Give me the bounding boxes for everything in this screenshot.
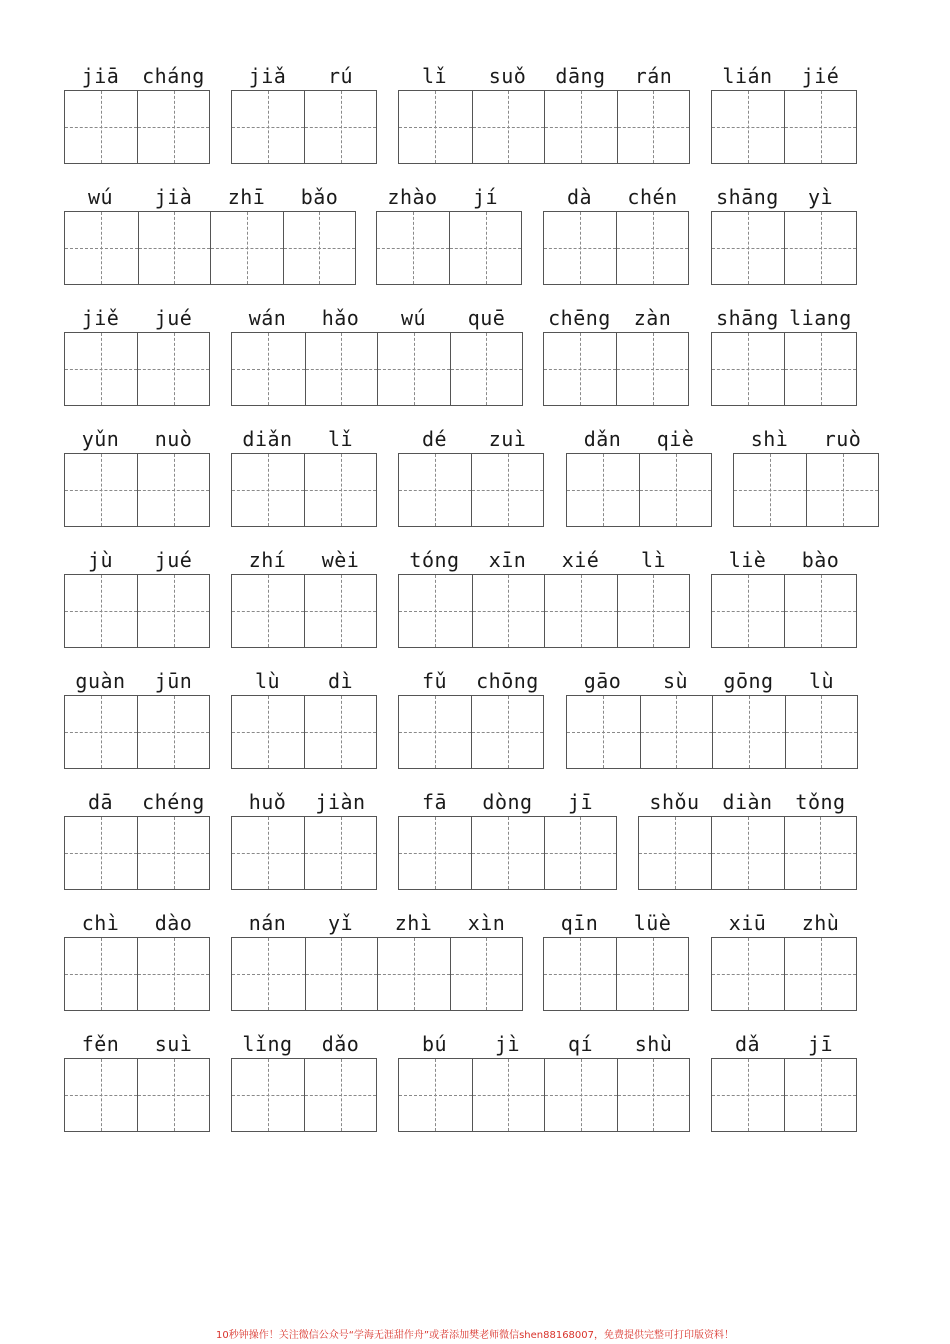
tianzige-cell[interactable] xyxy=(232,333,305,405)
pinyin-row xyxy=(398,62,690,90)
writing-grid xyxy=(231,574,377,648)
writing-grid xyxy=(64,211,356,285)
pinyin-row xyxy=(638,788,857,816)
tianzige-cell[interactable] xyxy=(304,91,376,163)
pinyin-syllable: jiě xyxy=(81,306,120,330)
tianzige-cell[interactable] xyxy=(567,696,640,768)
writing-grid xyxy=(64,453,210,527)
tianzige-cell[interactable] xyxy=(640,696,713,768)
tianzige-cell[interactable] xyxy=(806,454,878,526)
pinyin-syllable: jié xyxy=(801,64,840,88)
writing-grid xyxy=(543,211,689,285)
word-group xyxy=(398,62,690,164)
tianzige-cell[interactable] xyxy=(137,938,209,1010)
writing-grid xyxy=(711,211,857,285)
word-group xyxy=(398,546,690,648)
pinyin-syllable: lián xyxy=(722,64,773,88)
tianzige-cell[interactable] xyxy=(712,575,784,647)
tianzige-cell[interactable] xyxy=(304,1059,376,1131)
word-group xyxy=(398,788,617,890)
tianzige-cell[interactable] xyxy=(65,454,137,526)
tianzige-cell[interactable] xyxy=(712,696,785,768)
tianzige-cell[interactable] xyxy=(137,817,209,889)
pinyin-syllable: gōng xyxy=(723,669,774,693)
writing-grid xyxy=(398,695,544,769)
writing-grid xyxy=(543,937,689,1011)
tianzige-cell[interactable] xyxy=(65,938,137,1010)
tianzige-cell[interactable] xyxy=(472,91,545,163)
tianzige-cell[interactable] xyxy=(377,212,449,284)
pinyin-syllable: fěn xyxy=(81,1032,120,1056)
writing-grid xyxy=(398,574,690,648)
pinyin-row xyxy=(711,62,857,90)
writing-grid xyxy=(64,816,210,890)
pinyin-syllable: yǔn xyxy=(81,427,120,451)
writing-grid xyxy=(231,453,377,527)
word-group xyxy=(64,667,210,769)
tianzige-cell[interactable] xyxy=(137,454,209,526)
pinyin-row xyxy=(398,788,617,816)
tianzige-cell[interactable] xyxy=(471,696,543,768)
writing-grid xyxy=(64,332,210,406)
pinyin-syllable: quē xyxy=(467,306,506,330)
tianzige-cell[interactable] xyxy=(639,817,711,889)
tianzige-cell[interactable] xyxy=(712,212,784,284)
word-group xyxy=(711,546,857,648)
tianzige-cell[interactable] xyxy=(138,212,211,284)
tianzige-cell[interactable] xyxy=(65,91,137,163)
pinyin-syllable: jià xyxy=(154,185,193,209)
tianzige-cell[interactable] xyxy=(544,1059,617,1131)
word-group xyxy=(398,1030,690,1132)
pinyin-syllable: zhí xyxy=(248,548,287,572)
pinyin-syllable: dǎn xyxy=(583,427,622,451)
pinyin-syllable: suì xyxy=(154,1032,193,1056)
pinyin-syllable: dòng xyxy=(482,790,533,814)
pinyin-syllable: xīn xyxy=(488,548,527,572)
tianzige-cell[interactable] xyxy=(232,1059,304,1131)
word-group xyxy=(566,667,858,769)
tianzige-cell[interactable] xyxy=(544,575,617,647)
tianzige-cell[interactable] xyxy=(784,212,856,284)
tianzige-cell[interactable] xyxy=(712,938,784,1010)
tianzige-cell[interactable] xyxy=(784,575,856,647)
word-group xyxy=(543,304,689,406)
writing-grid xyxy=(711,332,857,406)
writing-grid xyxy=(64,574,210,648)
pinyin-syllable: dǎo xyxy=(321,1032,360,1056)
word-group xyxy=(64,788,210,890)
tianzige-cell[interactable] xyxy=(283,212,356,284)
pinyin-row xyxy=(566,667,858,695)
pinyin-row xyxy=(64,425,210,453)
pinyin-row xyxy=(64,546,210,574)
pinyin-syllable: dà xyxy=(566,185,593,209)
writing-grid xyxy=(64,937,210,1011)
pinyin-syllable: jiǎ xyxy=(248,64,287,88)
pinyin-syllable: jué xyxy=(154,306,193,330)
writing-grid xyxy=(711,937,857,1011)
pinyin-row xyxy=(733,425,879,453)
pinyin-syllable: lù xyxy=(808,669,835,693)
pinyin-row xyxy=(398,667,544,695)
pinyin-row xyxy=(543,183,689,211)
pinyin-row xyxy=(64,183,356,211)
pinyin-syllable: shāng xyxy=(716,185,779,209)
tianzige-cell[interactable] xyxy=(399,1059,472,1131)
pinyin-row xyxy=(64,788,210,816)
tianzige-cell[interactable] xyxy=(304,575,376,647)
word-group xyxy=(543,183,689,285)
pinyin-syllable: jué xyxy=(154,548,193,572)
pinyin-syllable: jī xyxy=(567,790,594,814)
pinyin-row xyxy=(64,304,210,332)
pinyin-row xyxy=(543,909,689,937)
pinyin-syllable: yì xyxy=(807,185,834,209)
word-group xyxy=(638,788,857,890)
pinyin-syllable: diǎn xyxy=(242,427,293,451)
writing-grid xyxy=(231,695,377,769)
tianzige-cell[interactable] xyxy=(232,575,304,647)
tianzige-cell[interactable] xyxy=(616,212,688,284)
pinyin-syllable: shù xyxy=(634,1032,673,1056)
tianzige-cell[interactable] xyxy=(450,333,523,405)
pinyin-row xyxy=(711,183,857,211)
pinyin-row xyxy=(566,425,712,453)
pinyin-row xyxy=(64,909,210,937)
pinyin-syllable: wán xyxy=(248,306,287,330)
tianzige-cell[interactable] xyxy=(65,575,137,647)
tianzige-cell[interactable] xyxy=(65,1059,137,1131)
word-group xyxy=(398,425,544,527)
pinyin-syllable: zhī xyxy=(227,185,266,209)
writing-grid xyxy=(398,1058,690,1132)
tianzige-cell[interactable] xyxy=(471,454,543,526)
tianzige-cell[interactable] xyxy=(449,212,521,284)
pinyin-syllable: wú xyxy=(87,185,114,209)
tianzige-cell[interactable] xyxy=(399,91,472,163)
writing-grid xyxy=(64,695,210,769)
tianzige-cell[interactable] xyxy=(137,696,209,768)
writing-grid xyxy=(231,1058,377,1132)
tianzige-cell[interactable] xyxy=(785,696,858,768)
tianzige-cell[interactable] xyxy=(472,1059,545,1131)
pinyin-syllable: lǐ xyxy=(421,64,448,88)
tianzige-cell[interactable] xyxy=(137,575,209,647)
pinyin-syllable: lǐng xyxy=(242,1032,293,1056)
tianzige-cell[interactable] xyxy=(65,333,137,405)
pinyin-syllable: zuì xyxy=(488,427,527,451)
word-group xyxy=(711,909,857,1011)
tianzige-cell[interactable] xyxy=(232,696,304,768)
tianzige-cell[interactable] xyxy=(65,696,137,768)
pinyin-syllable: dì xyxy=(327,669,354,693)
writing-grid xyxy=(638,816,857,890)
pinyin-syllable: jù xyxy=(87,548,114,572)
pinyin-syllable: shāng xyxy=(716,306,779,330)
tianzige-cell[interactable] xyxy=(712,91,784,163)
word-group xyxy=(231,62,377,164)
tianzige-cell[interactable] xyxy=(712,1059,784,1131)
pinyin-row xyxy=(231,667,377,695)
writing-grid xyxy=(566,453,712,527)
pinyin-row xyxy=(543,304,689,332)
tianzige-cell[interactable] xyxy=(712,333,784,405)
word-group xyxy=(231,788,377,890)
pinyin-row xyxy=(398,425,544,453)
pinyin-syllable: yǐ xyxy=(327,911,354,935)
pinyin-syllable: shì xyxy=(750,427,789,451)
tianzige-cell[interactable] xyxy=(567,454,639,526)
pinyin-syllable: jì xyxy=(494,1032,521,1056)
pinyin-syllable: chéng xyxy=(142,790,205,814)
pinyin-syllable: xié xyxy=(561,548,600,572)
pinyin-row xyxy=(711,909,857,937)
pinyin-syllable: tóng xyxy=(409,548,460,572)
word-group xyxy=(64,546,210,648)
writing-grid xyxy=(64,90,210,164)
tianzige-cell[interactable] xyxy=(784,817,856,889)
tianzige-cell[interactable] xyxy=(65,817,137,889)
writing-grid xyxy=(64,1058,210,1132)
pinyin-syllable: dā xyxy=(87,790,114,814)
pinyin-syllable: zhì xyxy=(394,911,433,935)
pinyin-syllable: tǒng xyxy=(795,790,846,814)
writing-grid xyxy=(711,90,857,164)
pinyin-syllable: dǎ xyxy=(734,1032,761,1056)
tianzige-cell[interactable] xyxy=(137,1059,209,1131)
pinyin-row xyxy=(231,909,523,937)
pinyin-syllable: jī xyxy=(807,1032,834,1056)
word-group xyxy=(231,667,377,769)
word-group xyxy=(231,909,523,1011)
pinyin-syllable: jiàn xyxy=(315,790,366,814)
pinyin-row xyxy=(376,183,522,211)
tianzige-cell[interactable] xyxy=(304,817,376,889)
pinyin-syllable: jiā xyxy=(81,64,120,88)
pinyin-syllable: fā xyxy=(421,790,448,814)
pinyin-syllable: qīn xyxy=(560,911,599,935)
tianzige-cell[interactable] xyxy=(711,817,783,889)
footer-notice: 10秒钟操作！关注微信公众号“学海无涯甜作舟”或者添加樊老师微信shen88168007，免费提供完整可打印版资料！ xyxy=(215,1330,735,1341)
pinyin-row xyxy=(231,546,377,574)
pinyin-row xyxy=(231,1030,377,1058)
pinyin-syllable: jūn xyxy=(154,669,193,693)
word-group xyxy=(64,1030,210,1132)
tianzige-cell[interactable] xyxy=(544,91,617,163)
tianzige-cell[interactable] xyxy=(210,212,283,284)
pinyin-syllable: lì xyxy=(640,548,667,572)
pinyin-syllable: lù xyxy=(254,669,281,693)
tianzige-cell[interactable] xyxy=(65,212,138,284)
tianzige-cell[interactable] xyxy=(232,454,304,526)
word-group xyxy=(64,425,210,527)
writing-grid xyxy=(231,816,377,890)
pinyin-row xyxy=(711,304,857,332)
word-group xyxy=(711,304,857,406)
tianzige-cell[interactable] xyxy=(784,91,856,163)
pinyin-row xyxy=(64,667,210,695)
pinyin-syllable: dào xyxy=(154,911,193,935)
pinyin-syllable: suǒ xyxy=(488,64,527,88)
pinyin-syllable: xìn xyxy=(467,911,506,935)
writing-grid xyxy=(711,1058,857,1132)
tianzige-cell[interactable] xyxy=(617,1059,690,1131)
word-group xyxy=(64,909,210,1011)
writing-grid xyxy=(231,332,523,406)
word-group xyxy=(64,62,210,164)
tianzige-cell[interactable] xyxy=(305,333,378,405)
pinyin-row xyxy=(398,546,690,574)
pinyin-syllable: bǎo xyxy=(300,185,339,209)
pinyin-row xyxy=(64,62,210,90)
word-group xyxy=(64,183,356,285)
tianzige-cell[interactable] xyxy=(450,938,523,1010)
tianzige-cell[interactable] xyxy=(472,575,545,647)
writing-grid xyxy=(398,90,690,164)
word-group xyxy=(376,183,522,285)
pinyin-syllable: sù xyxy=(662,669,689,693)
pinyin-syllable: chén xyxy=(627,185,678,209)
tianzige-cell[interactable] xyxy=(544,333,616,405)
word-group xyxy=(231,1030,377,1132)
tianzige-cell[interactable] xyxy=(377,333,450,405)
word-group xyxy=(231,546,377,648)
tianzige-cell[interactable] xyxy=(399,817,471,889)
word-group xyxy=(543,909,689,1011)
writing-grid xyxy=(543,332,689,406)
pinyin-syllable: gāo xyxy=(583,669,622,693)
pinyin-syllable: qí xyxy=(567,1032,594,1056)
pinyin-syllable: liè xyxy=(728,548,767,572)
pinyin-syllable: ruò xyxy=(823,427,862,451)
pinyin-syllable: chōng xyxy=(476,669,539,693)
word-group xyxy=(231,425,377,527)
pinyin-syllable: lǐ xyxy=(327,427,354,451)
tianzige-cell[interactable] xyxy=(232,938,305,1010)
pinyin-row xyxy=(711,546,857,574)
tianzige-cell[interactable] xyxy=(137,333,209,405)
pinyin-syllable: guàn xyxy=(75,669,126,693)
tianzige-cell[interactable] xyxy=(305,938,378,1010)
writing-grid xyxy=(733,453,879,527)
writing-grid xyxy=(231,937,523,1011)
tianzige-cell[interactable] xyxy=(137,91,209,163)
word-group xyxy=(231,304,523,406)
pinyin-row xyxy=(231,788,377,816)
pinyin-syllable: dé xyxy=(421,427,448,451)
tianzige-cell[interactable] xyxy=(304,454,376,526)
pinyin-syllable: nuò xyxy=(154,427,193,451)
tianzige-cell[interactable] xyxy=(616,938,688,1010)
tianzige-cell[interactable] xyxy=(471,817,543,889)
tianzige-cell[interactable] xyxy=(232,817,304,889)
word-group xyxy=(566,425,712,527)
tianzige-cell[interactable] xyxy=(734,454,806,526)
writing-grid xyxy=(231,90,377,164)
tianzige-cell[interactable] xyxy=(304,696,376,768)
writing-grid xyxy=(398,816,617,890)
writing-grid xyxy=(566,695,858,769)
pinyin-row xyxy=(231,62,377,90)
tianzige-cell[interactable] xyxy=(544,817,616,889)
pinyin-row xyxy=(64,1030,210,1058)
pinyin-syllable: liang xyxy=(789,306,852,330)
tianzige-cell[interactable] xyxy=(544,938,616,1010)
word-group xyxy=(398,667,544,769)
tianzige-cell[interactable] xyxy=(377,938,450,1010)
tianzige-cell[interactable] xyxy=(784,1059,856,1131)
writing-grid xyxy=(376,211,522,285)
pinyin-row xyxy=(231,425,377,453)
tianzige-cell[interactable] xyxy=(232,91,304,163)
tianzige-cell[interactable] xyxy=(617,575,690,647)
pinyin-syllable: chì xyxy=(81,911,120,935)
tianzige-cell[interactable] xyxy=(544,212,616,284)
word-group xyxy=(711,183,857,285)
writing-grid xyxy=(711,574,857,648)
tianzige-cell[interactable] xyxy=(399,575,472,647)
pinyin-syllable: qiè xyxy=(656,427,695,451)
pinyin-syllable: jí xyxy=(472,185,499,209)
pinyin-syllable: dāng xyxy=(555,64,606,88)
pinyin-syllable: bú xyxy=(421,1032,448,1056)
pinyin-syllable: shǒu xyxy=(649,790,700,814)
pinyin-syllable: fǔ xyxy=(421,669,448,693)
word-group xyxy=(711,62,857,164)
tianzige-cell[interactable] xyxy=(639,454,711,526)
pinyin-syllable: chēng xyxy=(548,306,611,330)
pinyin-syllable: zhào xyxy=(387,185,438,209)
pinyin-row xyxy=(398,1030,690,1058)
tianzige-cell[interactable] xyxy=(616,333,688,405)
pinyin-syllable: rán xyxy=(634,64,673,88)
pinyin-syllable: bào xyxy=(801,548,840,572)
pinyin-syllable: wú xyxy=(400,306,427,330)
pinyin-syllable: hǎo xyxy=(321,306,360,330)
pinyin-row xyxy=(231,304,523,332)
pinyin-syllable: zhù xyxy=(801,911,840,935)
tianzige-cell[interactable] xyxy=(399,696,471,768)
pinyin-syllable: huǒ xyxy=(248,790,287,814)
pinyin-syllable: diàn xyxy=(722,790,773,814)
tianzige-cell[interactable] xyxy=(617,91,690,163)
word-group xyxy=(711,1030,857,1132)
pinyin-syllable: xiū xyxy=(728,911,767,935)
tianzige-cell[interactable] xyxy=(784,333,856,405)
pinyin-syllable: rú xyxy=(327,64,354,88)
writing-grid xyxy=(398,453,544,527)
word-group xyxy=(733,425,879,527)
tianzige-cell[interactable] xyxy=(784,938,856,1010)
pinyin-syllable: lüè xyxy=(633,911,672,935)
pinyin-syllable: nán xyxy=(248,911,287,935)
pinyin-row xyxy=(711,1030,857,1058)
pinyin-syllable: wèi xyxy=(321,548,360,572)
pinyin-syllable: cháng xyxy=(142,64,205,88)
tianzige-cell[interactable] xyxy=(399,454,471,526)
pinyin-syllable: zàn xyxy=(633,306,672,330)
word-group xyxy=(64,304,210,406)
